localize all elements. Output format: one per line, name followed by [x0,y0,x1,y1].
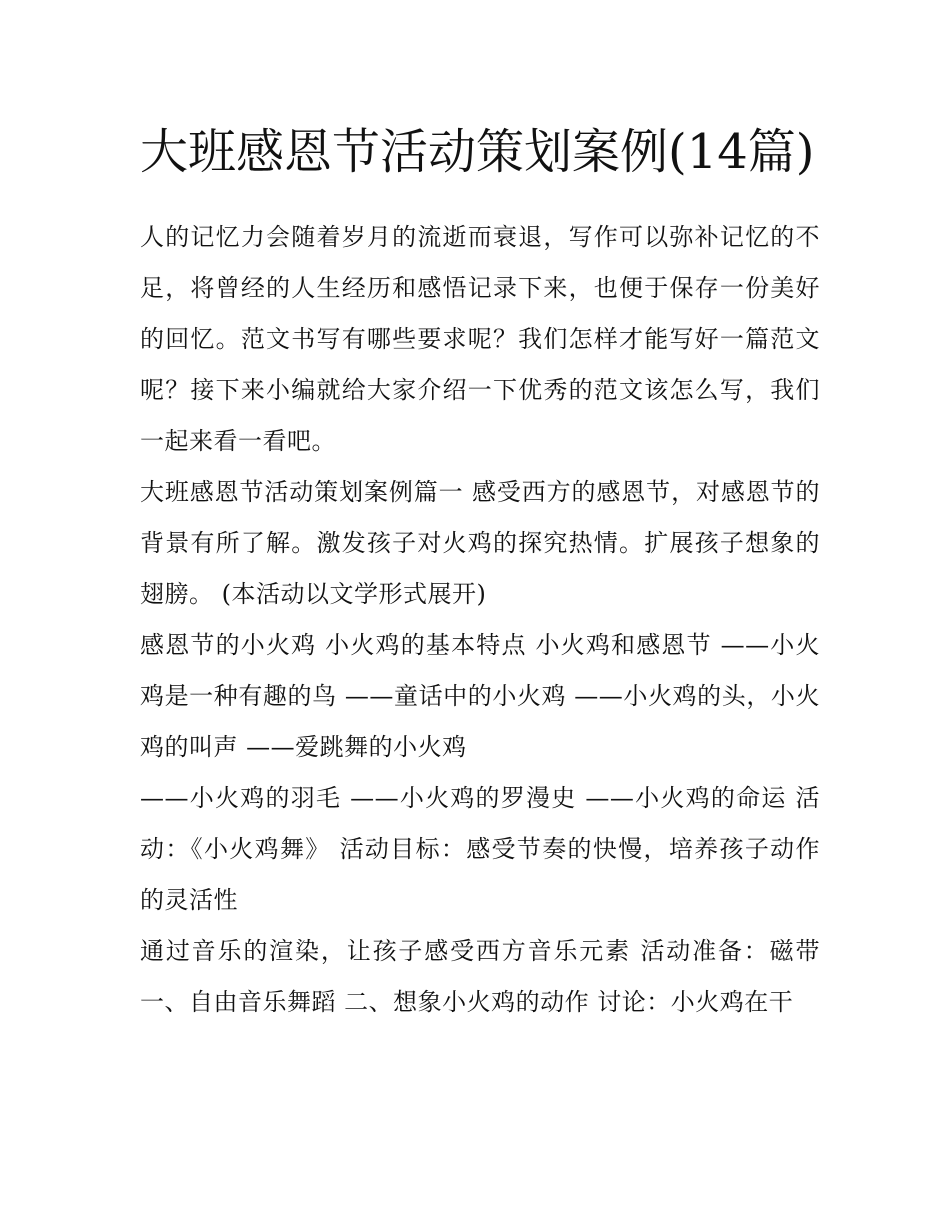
paragraph-activity-steps: 通过音乐的渲染，让孩子感受西方音乐元素 活动准备：磁带 一、自由音乐舞蹈 二、想象小火鸡的动作 讨论：小火鸡在干 [140,937,820,1016]
paragraph-intro: 人的记忆力会随着岁月的流逝而衰退，写作可以弥补记忆的不足，将曾经的人生经历和感悟记录下来，也便于保存一份美好的回忆。范文书写有哪些要求呢？我们怎样才能写好一篇范文呢？接下来小编就给大家介绍一下优秀的范文该怎么写，我们一起来看一看吧。 [140,223,820,455]
paragraph-turkey-topics: 感恩节的小火鸡 小火鸡的基本特点 小火鸡和感恩节 ——小火鸡是一种有趣的鸟 ——童话中的小火鸡 ——小火鸡的头，小火鸡的叫声 ——爱跳舞的小火鸡 [140,631,820,761]
paragraph-case-one: 大班感恩节活动策划案例篇一 感受西方的感恩节，对感恩节的背景有所了解。激发孩子对火鸡的探究热情。扩展孩子想象的翅膀。 (本活动以文学形式展开) [140,478,820,608]
paragraph-activity-goals: ——小火鸡的羽毛 ——小火鸡的罗漫史 ——小火鸡的命运 活动：《小火鸡舞》 活动目标：感受节奏的快慢，培养孩子动作的灵活性 [140,784,820,914]
document-title: 大班感恩节活动策划案例(14篇) [140,124,815,180]
document-content [140,112,820,1028]
